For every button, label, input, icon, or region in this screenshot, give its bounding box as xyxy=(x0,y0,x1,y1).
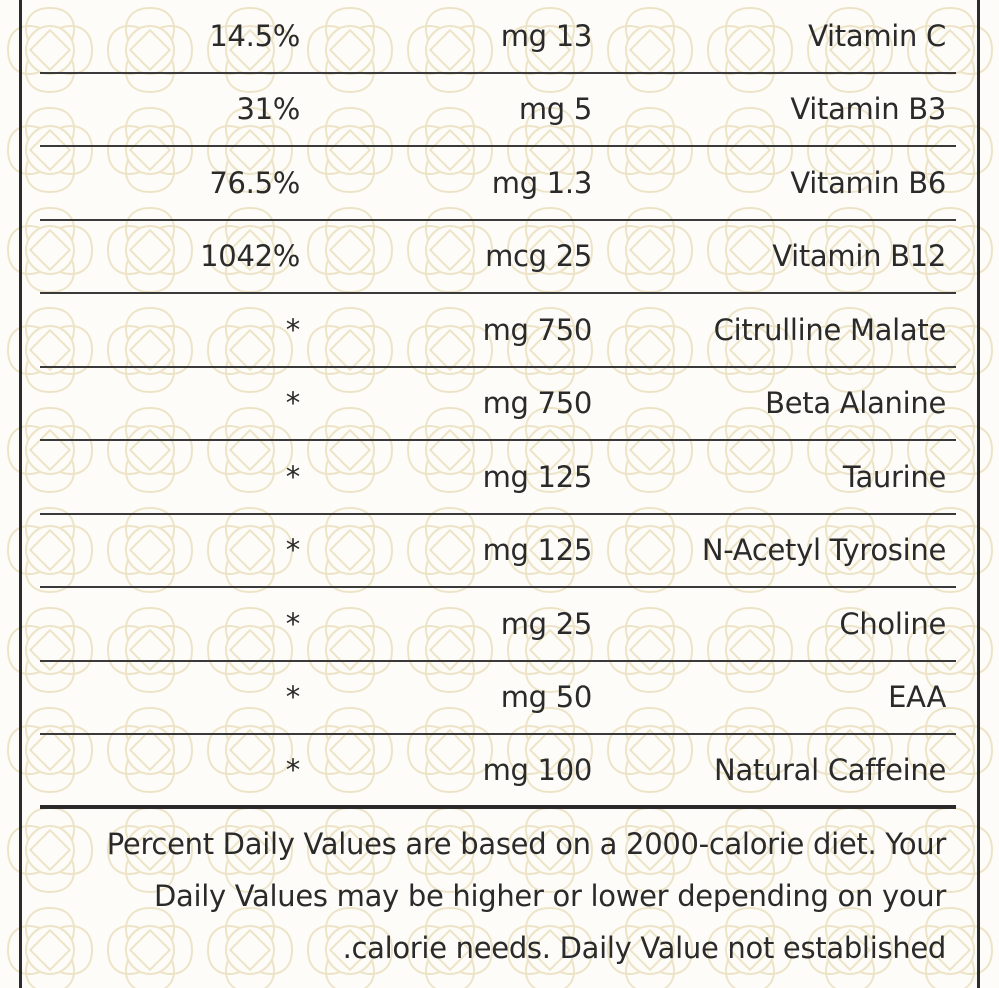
table-row xyxy=(40,368,956,442)
table-row xyxy=(40,294,956,368)
amount: mg 750 xyxy=(482,386,592,421)
daily-value: * xyxy=(285,312,300,347)
table-row xyxy=(40,588,956,662)
footnote xyxy=(40,818,946,974)
daily-value: * xyxy=(285,386,300,421)
nutrient-name: EAA xyxy=(888,680,946,715)
daily-value: * xyxy=(285,533,300,568)
daily-value: 31% xyxy=(236,92,300,127)
daily-value: 1042% xyxy=(200,239,300,274)
table-row xyxy=(40,441,956,515)
table-row xyxy=(40,221,956,295)
table-row xyxy=(40,662,956,736)
nutrient-name: Beta Alanine xyxy=(765,386,946,421)
amount: mg 5 xyxy=(518,92,592,127)
daily-value: 76.5% xyxy=(209,165,300,200)
nutrient-name: Vitamin C xyxy=(808,18,946,53)
amount: mg 125 xyxy=(482,459,592,494)
daily-value: * xyxy=(285,459,300,494)
table-row xyxy=(40,74,956,148)
amount: mcg 25 xyxy=(485,239,592,274)
nutrient-name: Vitamin B12 xyxy=(772,239,946,274)
table-row xyxy=(40,735,956,809)
table-row xyxy=(40,515,956,589)
amount: mg 25 xyxy=(500,606,592,641)
nutrient-name: Vitamin B3 xyxy=(790,92,946,127)
nutrient-name: Natural Caffeine xyxy=(714,752,946,787)
daily-value: * xyxy=(285,606,300,641)
nutrition-table xyxy=(40,0,956,809)
daily-value: 14.5% xyxy=(209,18,300,53)
nutrient-name: N-Acetyl Tyrosine xyxy=(701,533,946,568)
amount: mg 750 xyxy=(482,312,592,347)
nutrient-name: Taurine xyxy=(842,459,946,494)
nutrient-name: Choline xyxy=(839,606,946,641)
footnote-line: .calorie needs. Daily Value not established xyxy=(342,931,946,965)
nutrient-name: Vitamin B6 xyxy=(790,165,946,200)
daily-value: * xyxy=(285,680,300,715)
footnote-line: Percent Daily Values are based on a 2000-calorie diet. Your xyxy=(106,827,946,861)
amount: mg 13 xyxy=(500,18,592,53)
amount: mg 1.3 xyxy=(491,165,592,200)
daily-value: * xyxy=(285,752,300,787)
amount: mg 125 xyxy=(482,533,592,568)
amount: mg 50 xyxy=(500,680,592,715)
amount: mg 100 xyxy=(482,752,592,787)
nutrient-name: Citrulline Malate xyxy=(713,312,946,347)
table-row xyxy=(40,0,956,74)
table-row xyxy=(40,147,956,221)
footnote-line: Daily Values may be higher or lower depending on your xyxy=(153,879,946,913)
